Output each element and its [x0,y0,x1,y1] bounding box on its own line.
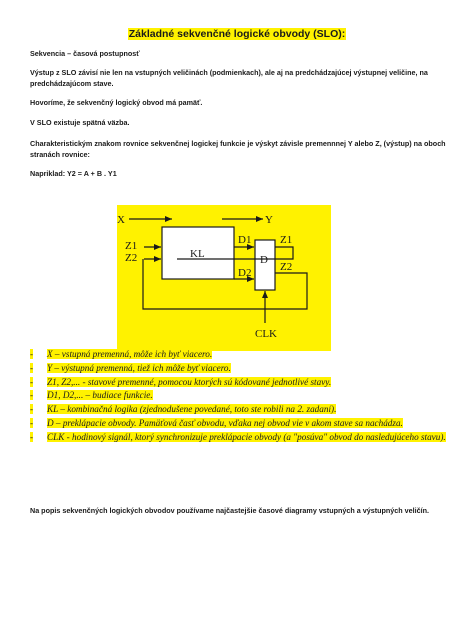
legend-item: - KL – kombinačná logika (zjednodušene povedané, toto ste robili na 2. zadaní). [30,404,337,415]
legend-item: - Z1, Z2,... - stavové premenné, pomocou ktorých sú kódované jednotlivé stavy. [30,376,332,387]
paragraph-memory: Hovoríme, že sekvenčný logický obvod má pamäť. [30,98,203,107]
paragraph-sequence: Sekvencia – časová postupnosť [30,49,140,58]
kl-label: KL [190,248,205,260]
d-label: D [260,254,268,266]
d2-label: D2 [238,267,252,279]
legend-item: - D1, D2,... – budiace funkcie. [30,390,153,401]
diagram-svg [117,205,331,351]
legend-item: - X – vstupná premenná, môže ich byť viacero. [30,349,213,359]
paragraph-characteristic: Charakteristickým znakom rovnice sekvenčnej logickej funkcie je výskyt závisle premennnej Y alebo Z, (výstup) na oboch stranách rovnice: [30,139,446,159]
z1-in-label: Z1 [125,240,138,252]
paragraph-feedback: V SLO existuje spätná väzba. [30,118,130,127]
legend-item: - Y – výstupná premenná, tiež ich môže byť viacero. [30,362,231,373]
x-label: X [117,214,125,226]
d1-label: D1 [238,234,252,246]
legend-item: - D – preklápacie obvody. Pamäťová časť obvodu, vďaka nej obvod vie v akom stave sa nachádza. [30,417,403,428]
page-title: Základné sekvenčné logické obvody (SLO): [128,28,346,40]
paragraph-example: Napriklad: Y2 = A + B . Y1 [30,169,117,178]
paragraph-output-dependency: Výstup z SLO závisí nie len na vstupných veličinách (podmienkach), ale aj na predchádzajúcej výstupnej veličine, na predchádzajúcom stave. [30,68,428,88]
z2-in-label: Z2 [125,252,138,264]
z1-out-label: Z1 [280,234,293,246]
z2-out-label: Z2 [280,261,293,273]
legend-item: - CLK - hodinový signál, ktorý synchronizuje preklápacie obvody (a "posúva" obvod do nasledujúceho stavu). [30,431,446,442]
clk-label: CLK [255,328,277,340]
slo-block-diagram [117,205,331,351]
paragraph-timing-diagrams: Na popis sekvenčných logických obvodov používame najčastejšie časové diagramy vstupných a výstupných veličín. [30,506,430,515]
y-label: Y [265,214,273,226]
legend-list [30,348,450,445]
